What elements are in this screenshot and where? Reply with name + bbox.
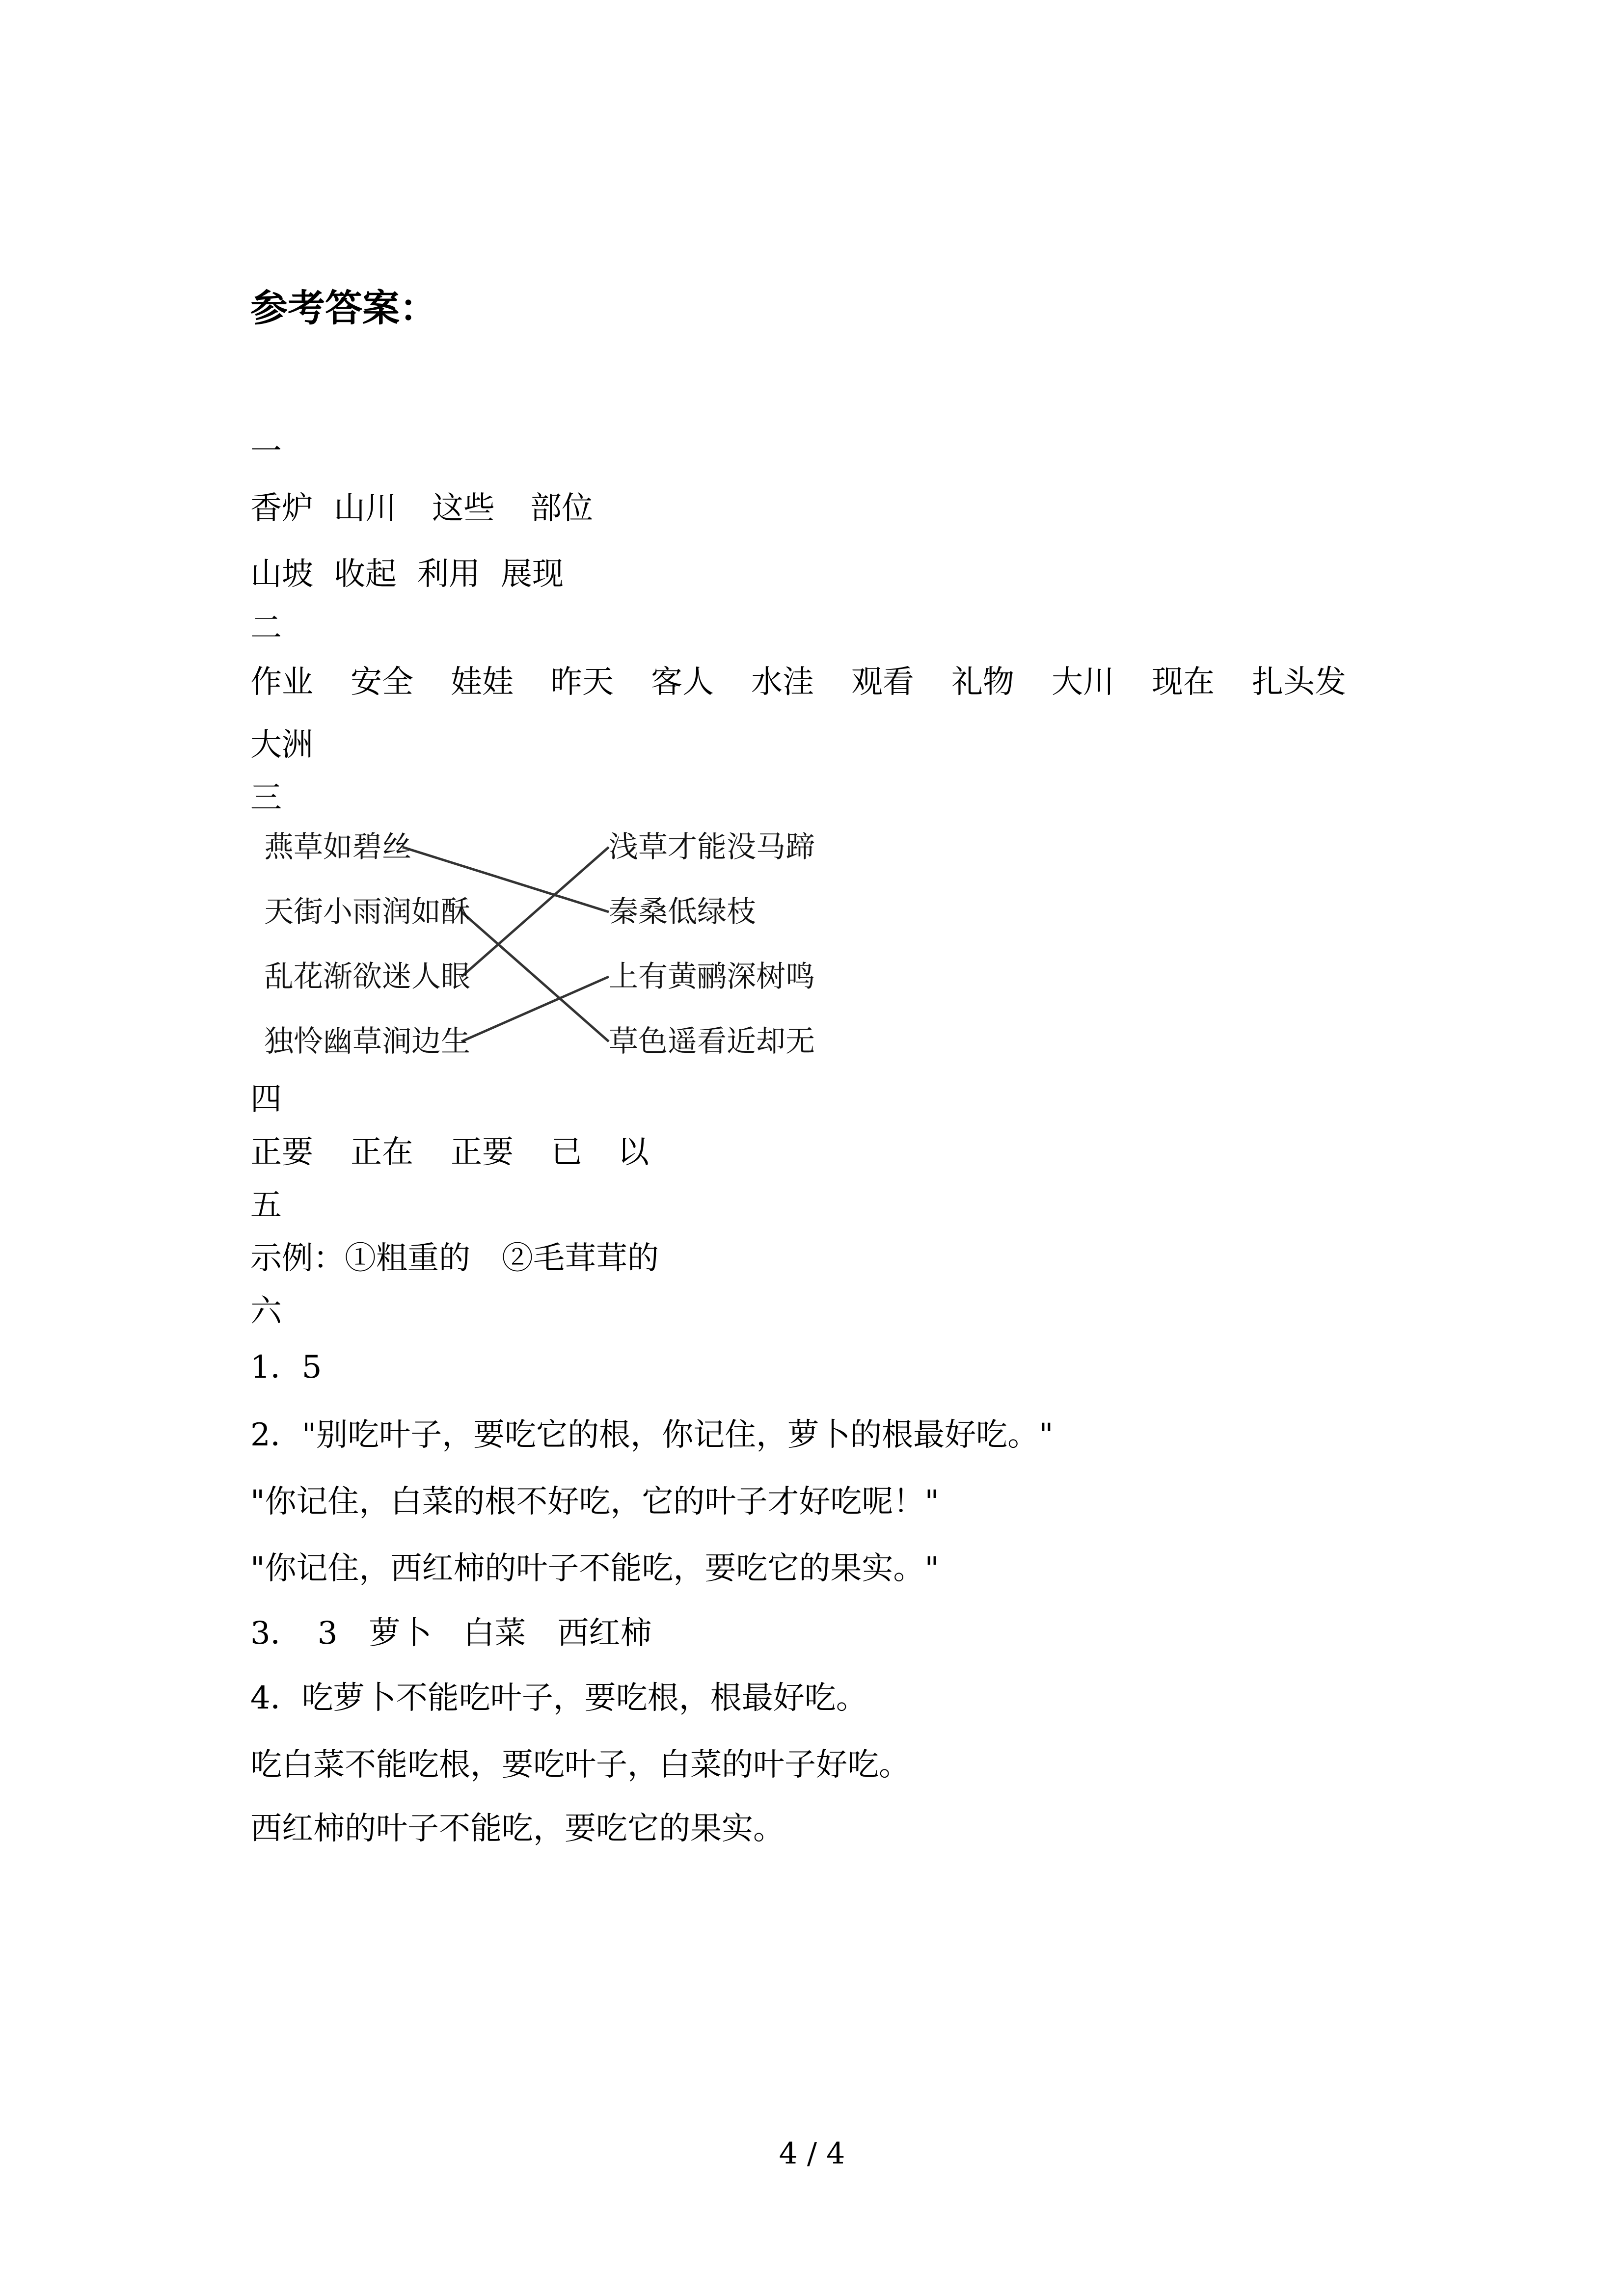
answer-word: 大洲	[250, 727, 313, 763]
poem-line-right: 秦桑低绿枝	[609, 895, 756, 929]
answer-word: 山川	[334, 490, 397, 527]
poem-line-right: 上有黄鹂深树鸣	[609, 960, 815, 994]
match-line	[461, 847, 609, 977]
answer-row	[250, 725, 313, 765]
poem-matching-diagram	[250, 815, 864, 1070]
answer-word: 正在	[351, 1134, 413, 1171]
page-number: 4 / 4	[779, 2136, 845, 2171]
page-title: 参考答案：	[250, 286, 437, 330]
poem-line-left: 独怜幽草涧边生	[264, 1024, 470, 1059]
answer-word: 这些	[432, 490, 495, 527]
answer-word: 正要	[451, 1134, 514, 1171]
answer-word: 收起	[334, 556, 397, 592]
answer-row	[250, 663, 1346, 702]
answer-word: 展现	[501, 556, 564, 592]
poem-line-right: 草色遥看近却无	[609, 1024, 815, 1059]
answer-line: "你记住，西红柿的叶子不能吃，要吃它的果实。"	[250, 1550, 939, 1587]
answer-word: 部位	[530, 490, 593, 527]
poem-line-left: 燕草如碧丝	[264, 830, 411, 864]
section-label-5: 五	[250, 1187, 282, 1224]
answer-line: 西红柿的叶子不能吃，要吃它的果实。	[250, 1811, 785, 1847]
answer-word: 娃娃	[451, 664, 514, 700]
answer-word: 现在	[1152, 664, 1215, 700]
answer-line: 1．5	[250, 1349, 322, 1386]
answer-text: 示例：①粗重的 ②毛茸茸的	[250, 1240, 659, 1277]
answer-word: 大川	[1052, 664, 1114, 700]
section-label-6: 六	[250, 1293, 282, 1330]
match-line	[461, 912, 609, 1041]
answer-line: 4．吃萝卜不能吃叶子，要吃根，根最好吃。	[250, 1680, 867, 1716]
poem-line-left: 乱花渐欲迷人眼	[264, 960, 470, 994]
answer-line: "你记住，白菜的根不好吃，它的叶子才好吃呢！"	[250, 1484, 939, 1520]
poem-line-right: 浅草才能没马蹄	[609, 830, 815, 864]
answer-word: 安全	[351, 664, 413, 700]
answer-word: 利用	[417, 556, 480, 592]
answer-word: 扎头发	[1252, 664, 1346, 700]
answer-row	[250, 489, 593, 528]
answer-word: 水洼	[751, 664, 814, 700]
poem-line-left: 天街小雨润如酥	[264, 895, 470, 929]
answer-line: 2．"别吃叶子，要吃它的根，你记住，萝卜的根最好吃。"	[250, 1417, 1054, 1453]
answer-word: 礼物	[951, 664, 1014, 700]
answer-line: 3． 3 萝卜 白菜 西红柿	[250, 1615, 652, 1652]
answer-word: 正要	[250, 1134, 313, 1171]
match-line	[461, 977, 609, 1041]
section-label-1: 一	[250, 433, 282, 470]
answer-word: 昨天	[551, 664, 614, 700]
section-label-2: 二	[250, 610, 282, 646]
answer-row	[250, 555, 564, 594]
answer-row	[250, 1133, 649, 1172]
section-label-3: 三	[250, 780, 282, 816]
answer-word: 作业	[250, 664, 313, 700]
answer-word: 客人	[651, 664, 714, 700]
section-label-4: 四	[250, 1081, 282, 1118]
answer-word: 山坡	[250, 556, 313, 592]
answer-word: 观看	[851, 664, 914, 700]
answer-word: 香炉	[250, 490, 313, 527]
answer-word: 已	[551, 1134, 582, 1171]
answer-line: 吃白菜不能吃根，要吃叶子，白菜的叶子好吃。	[250, 1747, 910, 1783]
answer-word: 以	[618, 1134, 649, 1171]
